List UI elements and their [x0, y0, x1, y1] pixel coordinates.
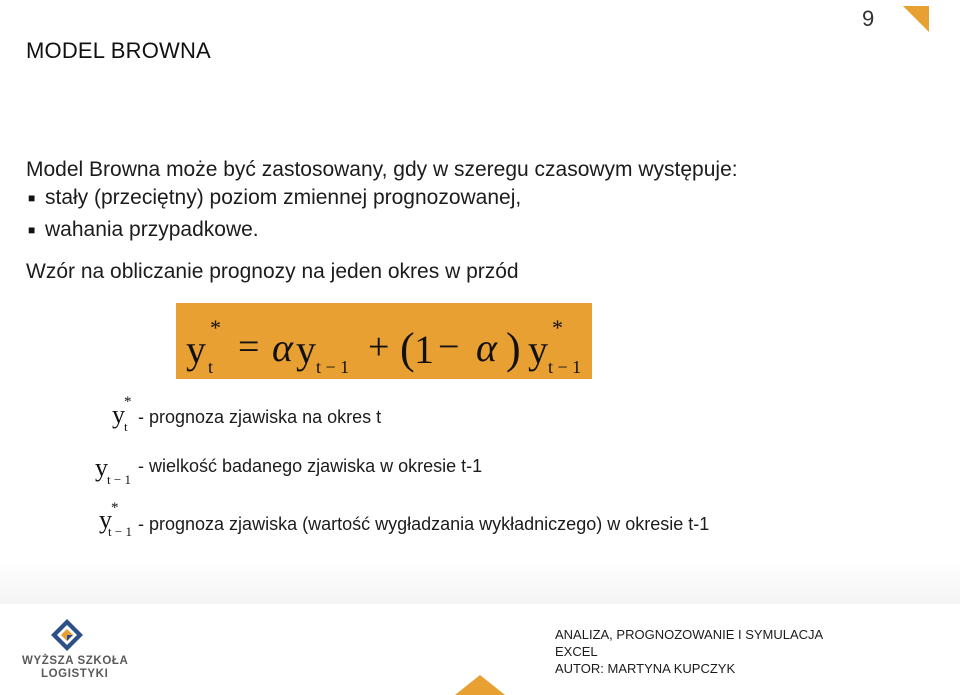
footer-info — [555, 626, 823, 677]
legend-item-3: - prognoza zjawiska (wartość wygładzania wykładniczego) w okresie t-1 — [138, 514, 710, 534]
bullet-item-1: stały (przeciętny) poziom zmiennej prognozowanej, — [45, 186, 522, 209]
formula-open-paren: ( — [400, 324, 415, 373]
legend-symbol-sub: t − 1 — [108, 524, 132, 539]
formula-star2: * — [552, 315, 563, 340]
square-bullet-icon: ■ — [28, 191, 36, 205]
legend-item-2: - wielkość badanego zjawiska w okresie t-1 — [138, 456, 483, 476]
page-number: 9 — [862, 6, 875, 31]
footer-author: AUTOR: MARTYNA KUPCZYK — [555, 661, 736, 676]
intro-line: Model Browna może być zastosowany, gdy w szeregu czasowym występuje: — [26, 158, 738, 181]
formula-minus: − — [438, 326, 460, 368]
formula-sub-t: t — [208, 357, 214, 377]
legend-symbol-sub: t — [124, 419, 128, 434]
legend-symbol-y: y — [95, 453, 108, 482]
bottom-triangle-decoration — [455, 675, 505, 695]
formula-y2: y — [296, 327, 316, 372]
square-bullet-icon: ■ — [28, 223, 36, 237]
formula-close-paren: ) — [506, 324, 521, 373]
formula-alpha: α — [272, 325, 293, 370]
legend-symbol-star: * — [111, 500, 119, 516]
logo-text-line1: WYŻSZA SZKOŁA — [22, 655, 129, 667]
formula-equals: = — [238, 326, 260, 368]
logo-text-line2: LOGISTYKI — [41, 668, 109, 680]
formula-alpha2: α — [476, 325, 497, 370]
bottom-fade-decoration — [0, 560, 960, 610]
legend-item-1: - prognoza zjawiska na okres t — [138, 407, 382, 427]
page-title: MODEL BROWNA — [26, 38, 211, 63]
formula-sub-t-minus-1-2: t − 1 — [548, 357, 582, 377]
legend-symbol-y: y — [112, 400, 125, 429]
footer-subject: EXCEL — [555, 644, 598, 659]
footer-course: ANALIZA, PROGNOZOWANIE I SYMULACJA — [555, 627, 824, 642]
formula-star: * — [210, 315, 221, 340]
formula-caption: Wzór na obliczanie prognozy na jeden okres w przód — [26, 260, 519, 283]
legend-symbol-y: y — [99, 505, 112, 534]
formula-plus: + — [368, 326, 390, 368]
formula-y: y — [186, 327, 206, 372]
formula-one: 1 — [414, 327, 434, 372]
bullet-item-2: wahania przypadkowe. — [45, 218, 259, 241]
legend-symbol-star: * — [124, 394, 132, 410]
formula-y3: y — [528, 327, 548, 372]
school-logo-icon — [47, 617, 87, 655]
formula-sub-t-minus-1: t − 1 — [316, 357, 350, 377]
legend-symbol-sub: t − 1 — [107, 472, 131, 487]
